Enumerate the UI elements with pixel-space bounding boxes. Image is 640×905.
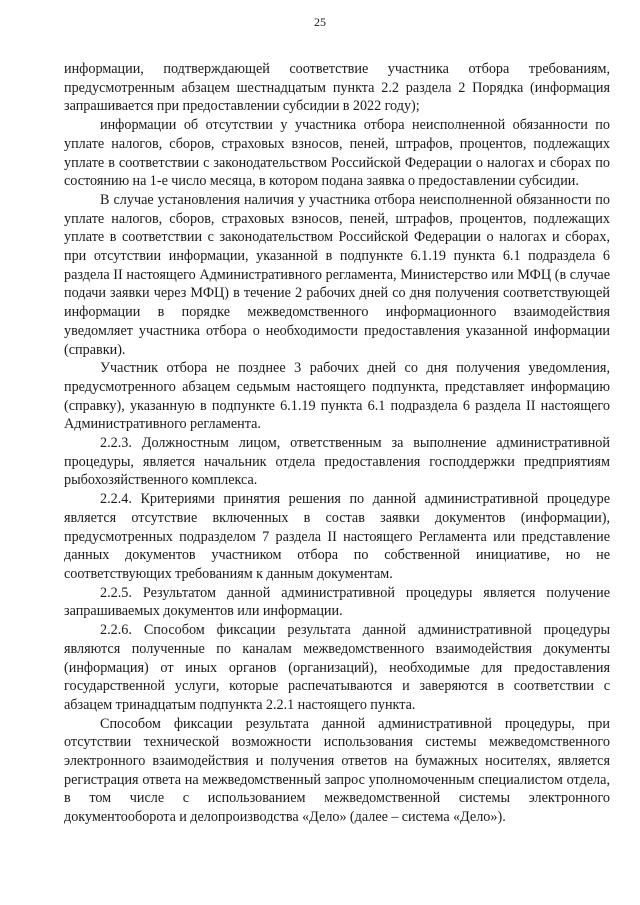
paragraph-9: Способом фиксации результата данной административной процедуры, при отсутствии технической возможности использования системы межведомственного электронного взаимодействия и получения ответов на бумажных носителях, является регистрация ответа на межведомственный запрос уполномоченным специалистом отдела, в том числе с использованием межведомственной системы электронного документооборота и делопроизводства «Дело» (далее – система «Дело»). (64, 715, 610, 826)
paragraph-7: 2.2.5. Результатом данной административной процедуры является получение запрашиваемых документов или информации. (64, 584, 610, 620)
document-body (64, 60, 610, 827)
paragraph-3: В случае установления наличия у участника отбора неисполненной обязанности по уплате налогов, сборов, страховых взносов, пеней, штрафов, процентов, подлежащих уплате в соответствии с законодательством Российской Федерации о налогах и сборах, при отсутствии информации, указанной в подпункте 6.1.19 пункта 6.1 подраздела 6 раздела II настоящего Административного регламента, Министерство или МФЦ (в случае подачи заявки через МФЦ) в течение 2 рабочих дней со дня получения соответствующей информации в порядке межведомственного информационного взаимодействия уведомляет участника отбора о необходимости предоставления указанной информации (справки). (64, 191, 610, 358)
paragraph-5: 2.2.3. Должностным лицом, ответственным за выполнение административной процедуры, является начальник отдела предоставления господдержки предприятиям рыбохозяйственного комплекса. (64, 435, 610, 489)
paragraph-2: информации об отсутствии у участника отбора неисполненной обязанности по уплате налогов, сборов, страховых взносов, пеней, штрафов, процентов, подлежащих уплате в соответствии с законодательством Российской Федерации о налогах и сборах по состоянию на 1-е число месяца, в котором подана заявка о предоставлении субсидии. (64, 117, 610, 190)
paragraph-1: информации, подтверждающей соответствие участника отбора требованиям, предусмотренным абзацем шестнадцатым пункта 2.2 раздела 2 Порядка (информация запрашивается при предоставлении субсидии в 2022 году); (64, 61, 610, 115)
paragraph-6: 2.2.4. Критериями принятия решения по данной административной процедуре является отсутствие включенных в состав заявки документов (информации), предусмотренных подразделом 7 раздела II настоящего Регламента или представление данных документов участником отбора по собственной инициативе, но не соответствующих требованиям к данным документам. (64, 491, 610, 582)
paragraph-8: 2.2.6. Способом фиксации результата данной административной процедуры являются полученные по каналам межведомственного взаимодействия документы (информация) от иных органов (организаций), необходимые для предоставления государственной услуги, которые распечатываются и заверяются в соответствии с абзацем тринадцатым подпункта 2.2.1 настоящего пункта. (64, 622, 610, 713)
page-number: 25 (314, 15, 326, 29)
paragraph-4: Участник отбора не позднее 3 рабочих дней со дня получения уведомления, предусмотренного абзацем седьмым настоящего подпункта, представляет информацию (справку), указанную в подпункте 6.1.19 пункта 6.1 подраздела 6 раздела II настоящего Административного регламента. (64, 360, 610, 433)
